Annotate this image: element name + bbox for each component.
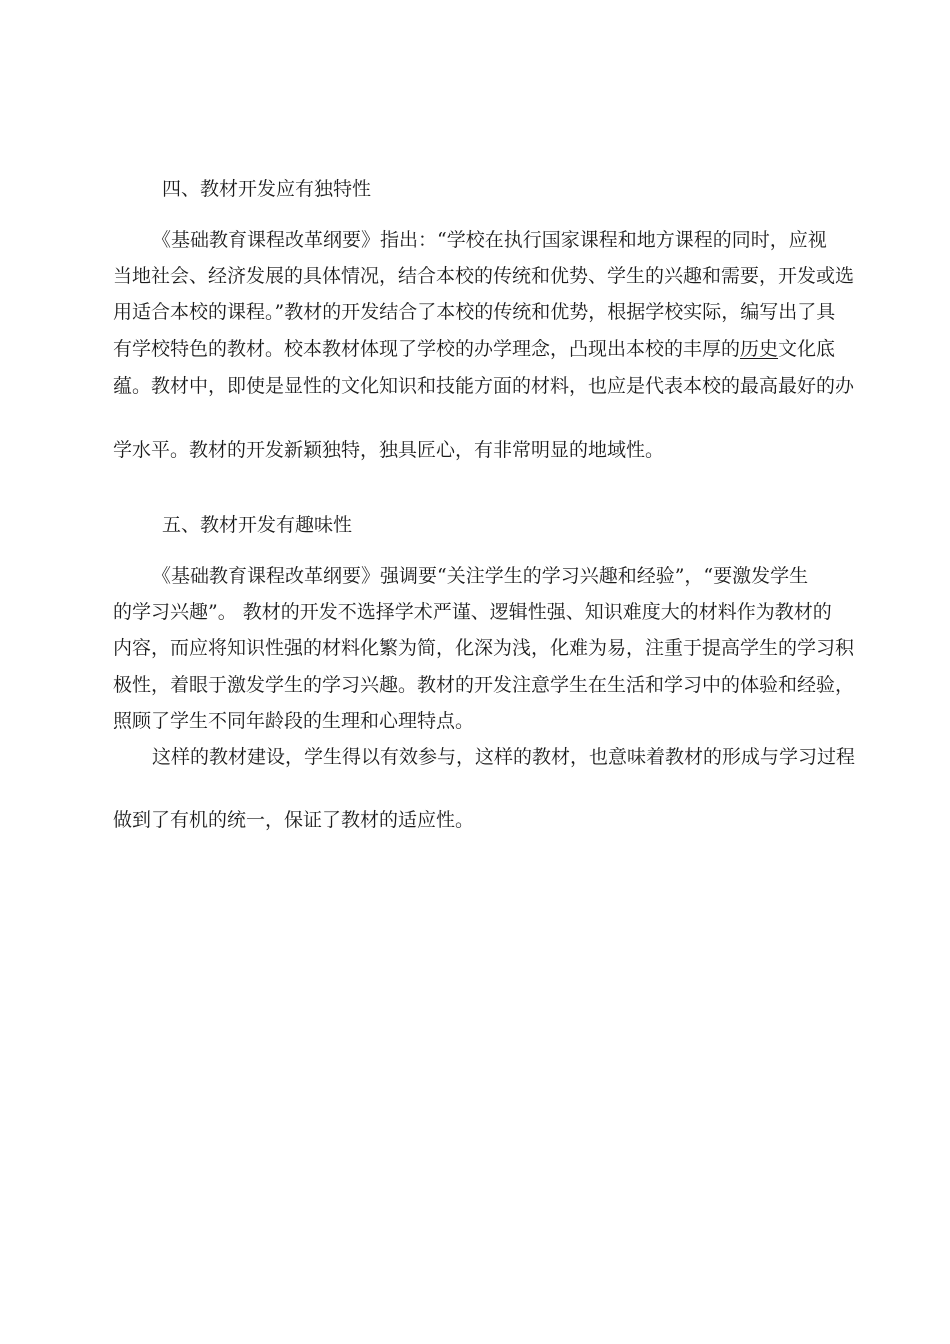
paragraph-line: 照顾了学生不同年龄段的生理和心理特点。 (113, 710, 475, 732)
paragraph-line: 《基础教育课程改革纲要》强调要“关注学生的学习兴趣和经验”，“要激发学生 (152, 565, 809, 587)
paragraph-line: 内容，而应将知识性强的材料化繁为简，化深为浅，化难为易，注重于提高学生的学习积 (113, 637, 855, 659)
section-heading-4: 四、教材开发应有独特性 (162, 178, 372, 200)
history-link[interactable]: 历史 (740, 338, 779, 360)
paragraph-line: 做到了有机的统一，保证了教材的适应性。 (113, 809, 475, 831)
section-heading-5: 五、教材开发有趣味性 (162, 514, 353, 536)
paragraph-line: 的学习兴趣”。 教材的开发不选择学术严谨、逻辑性强、知识难度大的材料作为教材的 (113, 601, 832, 623)
paragraph-line: 《基础教育课程改革纲要》指出：“学校在执行国家课程和地方课程的同时，应视 (152, 229, 827, 251)
paragraph-line: 极性，着眼于激发学生的学习兴趣。教材的开发注意学生在生活和学习中的体验和经验， (113, 674, 855, 696)
paragraph-line: 蕴。教材中，即使是显性的文化知识和技能方面的材料，也应是代表本校的最高最好的办 (113, 375, 855, 397)
paragraph-text: 文化底 (778, 338, 836, 360)
paragraph-line: 用适合本校的课程。”教材的开发结合了本校的传统和优势，根据学校实际，编写出了具 (113, 301, 836, 323)
paragraph-text: 有学校特色的教材。校本教材体现了学校的办学理念，凸现出本校的丰厚的 (113, 338, 741, 360)
paragraph-line: 这样的教材建设，学生得以有效参与，这样的教材，也意味着教材的形成与学习过程 (152, 746, 856, 768)
paragraph-line: 学水平。教材的开发新颖独特，独具匠心，有非常明显的地域性。 (113, 439, 665, 461)
paragraph-line: 当地社会、经济发展的具体情况，结合本校的传统和优势、学生的兴趣和需要，开发或选 (113, 265, 855, 287)
paragraph-line (113, 337, 835, 361)
